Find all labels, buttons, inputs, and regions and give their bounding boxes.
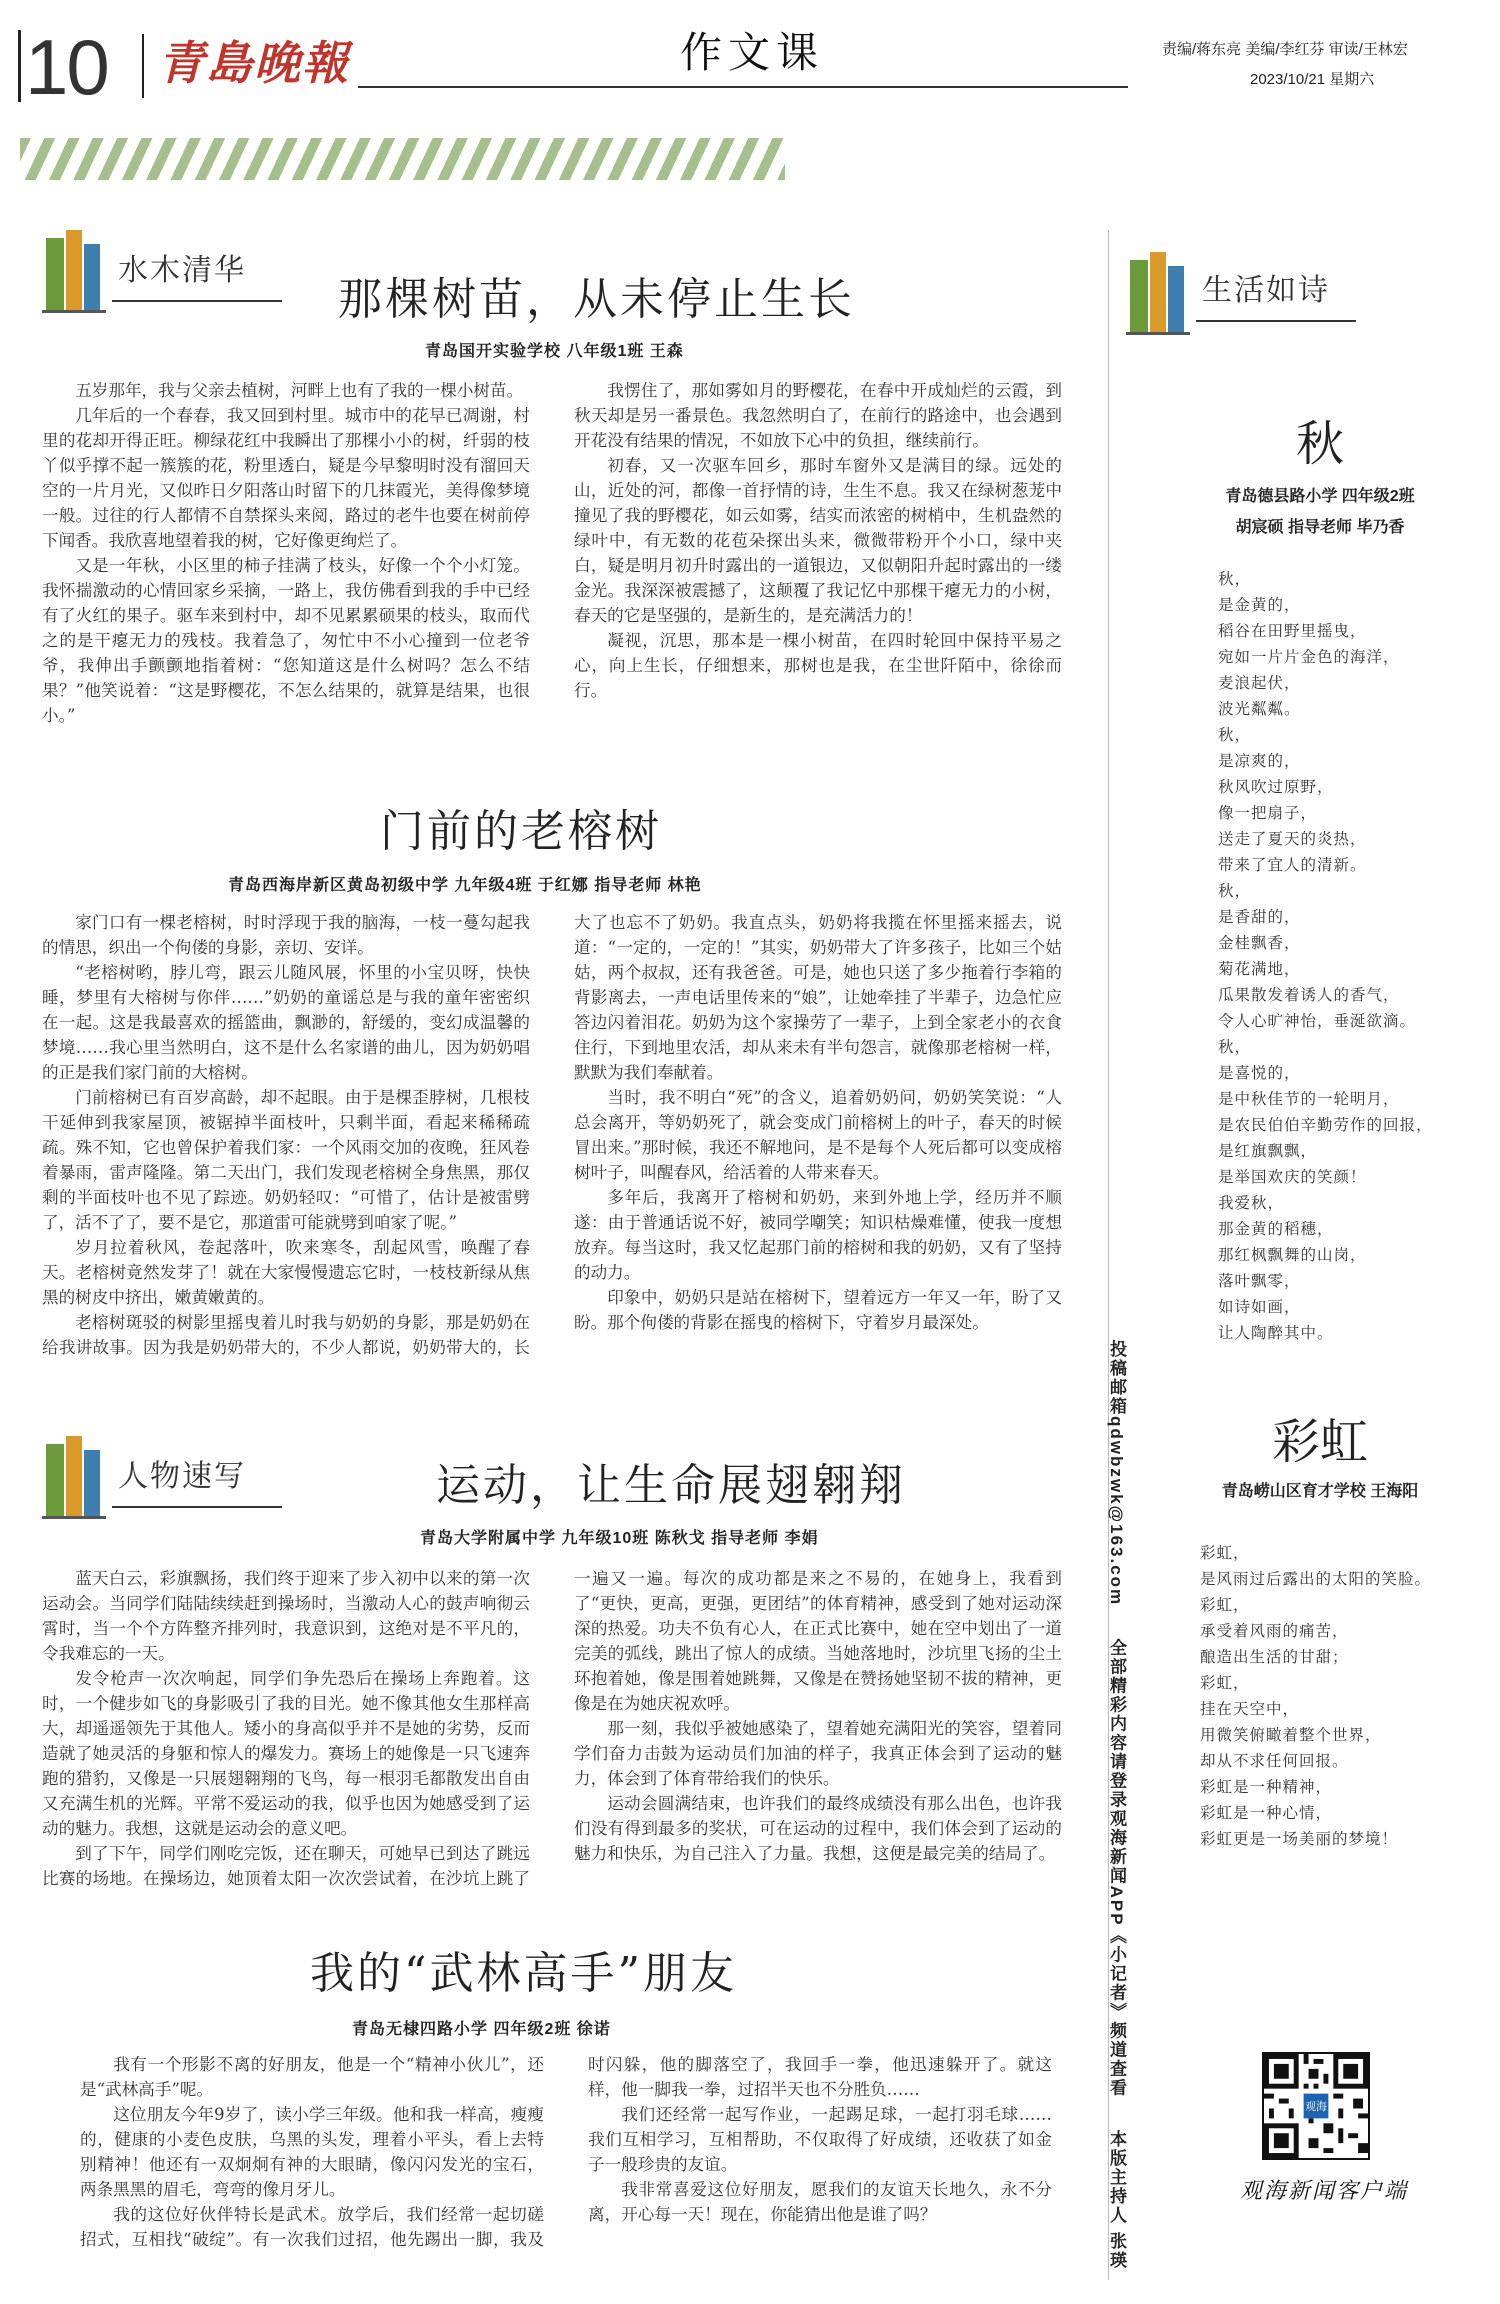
header-rule (358, 86, 1128, 88)
poem-line: 挂在天空中， (1200, 1700, 1300, 1718)
article-body (42, 910, 1062, 1420)
article-body (42, 1566, 1062, 1926)
decorative-stripe (20, 138, 785, 180)
poem-line: 彩虹更是一场美丽的梦境！ (1200, 1830, 1399, 1848)
column-tag-shuimu: 水木清华 (118, 253, 246, 288)
article-title: 我的“武林高手”朋友 (310, 1948, 737, 1999)
poem-line: 波光粼粼。 (1218, 700, 1301, 718)
poem-line: 那红枫飘舞的山岗， (1218, 1246, 1367, 1264)
paragraph: 门前榕树已有百岁高龄，却不起眼。由于是棵歪脖树，几根枝干延伸到我家屋顶，被锯掉半面枝叶，只剩半面，看起来稀稀疏疏。殊不知，它也曾保护着我们家：一个风雨交加的夜晚，狂风卷着暴雨，雷声隆隆。第二天出门，我们发现老榕树全身焦黑，那仅剩的半面枝叶也不见了踪迹。奶奶轻叹：“可惜了，估计是被雷劈了，活不了了，要不是它，那道雷可能就劈到咱家了呢。” (42, 1088, 530, 1232)
poem-author: 胡宸硕 指导老师 毕乃香 (1235, 519, 1405, 536)
poem-school: 青岛德县路小学 四年级2班 (1225, 488, 1415, 505)
paragraph: 几年后的一个春春，我又回到村里。城市中的花早已凋谢，村里的花却开得正旺。柳绿花红中我瞬出了那棵小小的树，纤弱的枝丫似乎撑不起一簇簇的花，粉里透白，疑是今早黎明时没有溜回天空的一片月光，又似昨日夕阳落山时留下的几抹霞光，美得像梦境一般。过往的行人都情不自禁探头来阅，路过的老牛也要在树前停下闻香。我欣喜地望着我的树，它好像更绚烂了。 (42, 406, 530, 550)
qr-code-icon[interactable] (1262, 2052, 1370, 2160)
paragraph: 我的这位好伙伴特长是武术。放学后，我们经常一起切磋招式，互相找“破绽”。有一次我们过招，他先踢出一脚，我及时闪躲，他的脚落空了，我回手一拳，他迅速躲开了。就这样，他一脚我一拳，过招半天也不分胜负…… (80, 2055, 1052, 2249)
poem-line: 彩虹， (1200, 1674, 1250, 1692)
paragraph: 蓝天白云，彩旗飘扬，我们终于迎来了步入初中以来的第一次运动会。当同学们陆陆续续赶到操场时，当激动人心的鼓声响彻云霄时，当一个个方阵整齐排列时，我意识到，这绝对是不平凡的，令我难忘的一天。 (42, 1569, 530, 1663)
article-title: 门前的老榕树 (380, 806, 662, 857)
poem-line: 我爱秋， (1218, 1194, 1285, 1212)
column-tag-renwu: 人物速写 (118, 1459, 246, 1494)
poem-line: 是农民伯伯辛勤劳作的回报， (1218, 1116, 1433, 1134)
paragraph: 岁月拉着秋风，卷起落叶，吹来寒冬，刮起风雪，唤醒了春天。老榕树竟然发芽了！就在大家慢慢遗忘它时，一枝枝新绿从焦黑的树皮中挤出，嫩黄嫩黄的。 (42, 1238, 530, 1307)
poem-line: 却从不求任何回报。 (1200, 1752, 1349, 1770)
paragraph: 五岁那年，我与父亲去植树，河畔上也有了我的一棵小树苗。 (75, 381, 524, 400)
poem-line: 彩虹是一种心情， (1200, 1804, 1333, 1822)
paragraph: 到了下午，同学们刚吃完饭，还在聊天，可她早已到达了跳远比赛的场地。在操场边，她顶着太阳一次次尝试着，在沙坑上跳了一遍又一遍。每次的成功都是来之不易的，在她身上，我看到了“更快，更高，更强，更团结”的体育精神，感受到了她对运动深深的热爱。功夫不负有心人，在正式比赛中，她在空中划出了一道完美的弧线，跳出了惊人的成绩。当她落地时，沙坑里飞扬的尘土环抱着她，像是围着她跳舞，又像是在赞扬她坚韧不拔的精神，更像是在为她庆祝欢呼。 (42, 1569, 1062, 1888)
paragraph: 当时，我不明白“死”的含义，追着奶奶问，奶奶笑笑说：“人总会离开，等奶奶死了，就会变成门前榕树上的叶子，春天的时候冒出来。”那时候，我还不解地问，是不是每个人死后都可以变成榕树叶子，叫醒春风，给活着的人带来春天。 (574, 1088, 1062, 1182)
poem-line: 稻谷在田野里摇曳， (1218, 622, 1367, 640)
poem-line: 是风雨过后露出的太阳的笑脸。 (1200, 1570, 1432, 1588)
poem-line: 彩虹是一种精神， (1200, 1778, 1333, 1796)
books-icon (40, 1432, 112, 1520)
column-tag-rule (1196, 320, 1356, 322)
poem-line: 是红旗飘飘， (1218, 1142, 1318, 1160)
poem-line: 酿造出生活的甘甜； (1200, 1648, 1349, 1666)
qr-caption: 观海新闻客户端 (1240, 2179, 1409, 2204)
header-divider (142, 34, 144, 98)
paragraph: 老榕树斑驳的树影里摇曳着儿时我与奶奶的身影，那是奶奶在给我讲故事。因为我是奶奶带大的，不少人都说，奶奶带大的，长大了也忘不了奶奶。我直点头，奶奶将我揽在怀里摇来摇去，说道：“一定的，一定的！”其实，奶奶带大了许多孩子，比如三个姑姑，两个叔叔，还有我爸爸。可是，她也只送了多少拖着行李箱的背影离去，一声电话里传来的“娘”，让她牵挂了半辈子，边急忙应答边闪着泪花。奶奶为这个家操劳了一辈子，上到全家老小的衣食住行，下到地里农活，却从来未有半句怨言，就像那老榕树一样，默默为我们奉献着。 (42, 913, 1062, 1357)
page-number: 10 (25, 23, 108, 111)
paragraph: 运动会圆满结束，也许我们的最终成绩没有那么出色，也许我们没有得到最多的奖状，可在运动的过程中，我们体会到了运动的魅力和快乐，为自己注入了力量。我想，这便是最完美的结局了。 (574, 1794, 1062, 1863)
article-body (80, 2052, 1052, 2288)
books-icon (1124, 248, 1196, 336)
poem-title: 彩虹 (1271, 1414, 1368, 1470)
poem-line: 秋， (1218, 726, 1252, 744)
poem-line: 承受着风雨的痛苦， (1200, 1622, 1349, 1640)
poem-body (1200, 1540, 1480, 1852)
paragraph: 又是一年秋，小区里的柿子挂满了枝头，好像一个个小灯笼。我怀揣激动的心情回家乡采摘，一路上，我仿佛看到我的手中已经有了火红的果子。驱车来到村中，却不见累累硕果的枝头，取而代之的是干瘪无力的残枝。我着急了，匆忙中不小心撞到一位老爷爷，我伸出手颤颤地指着树：“您知道这是什么树吗？怎么不结果？”他笑说着：“这是野樱花，不怎么结果的，就算是结果，也很小。” (42, 556, 530, 725)
article-body (42, 378, 1062, 790)
poem-line: 是喜悦的， (1218, 1064, 1301, 1082)
paragraph: 初春，又一次驱车回乡，那时车窗外又是满目的绿。远处的山，近处的河，都像一首抒情的诗，生生不息。我又在绿树葱茏中撞见了我的野樱花，如云如雾，结实而浓密的树梢中，生机盎然的绿叶中，有无数的花苞朵探出头来，微微带粉开个小口，绿中夹白，疑是明月初升时露出的一道银边，又似朝阳升起时露出的一缕金光。我深深被震撼了，这颠覆了我记忆中那棵干瘪无力的小树，春天的它是坚强的，是新生的，是充满活力的！ (574, 456, 1062, 625)
section-title: 作文课 (680, 28, 825, 77)
poem-line: 是金黄的， (1218, 596, 1301, 614)
poem-line: 让人陶醉其中。 (1218, 1324, 1334, 1342)
books-icon (40, 226, 112, 314)
header-left-rule (18, 30, 21, 102)
poem-line: 瓜果散发着诱人的香气， (1218, 986, 1400, 1004)
article-byline: 青岛大学附属中学 九年级10班 陈秋戈 指导老师 李娟 (420, 1530, 819, 1547)
article-byline: 青岛无棣四路小学 四年级2班 徐诺 (352, 2021, 611, 2038)
issue-date: 2023/10/21 星期六 (1250, 71, 1375, 88)
poem-line: 秋， (1218, 882, 1252, 900)
paragraph: 那一刻，我似乎被她感染了，望着她充满阳光的笑容，望着同学们奋力击鼓为运动员们加油的样子，我真正体会到了运动的魅力，体会到了体育带给我们的快乐。 (574, 1719, 1062, 1788)
poem-line: 金桂飘香， (1218, 934, 1301, 952)
poem-line: 送走了夏天的炎热， (1218, 830, 1367, 848)
paragraph: 我愣住了，那如雾如月的野樱花，在春中开成灿烂的云霞，到秋天却是另一番景色。我忽然明白了，在前行的路途中，也会遇到开花没有结果的情况，不如放下心中的负担，继续前行。 (574, 381, 1062, 450)
poem-line: 彩虹， (1200, 1544, 1250, 1562)
column-tag-shenghuo: 生活如诗 (1202, 273, 1330, 308)
poem-line: 是中秋佳节的一轮明月， (1218, 1090, 1400, 1108)
poem-line: 如诗如画， (1218, 1298, 1301, 1316)
poem-school: 青岛崂山区育才学校 王海阳 (1221, 1483, 1419, 1500)
poem-line: 落叶飘零， (1218, 1272, 1301, 1290)
poem-line: 彩虹， (1200, 1596, 1250, 1614)
column-tag-rule (112, 1506, 282, 1508)
app-note: 全部精彩内容请登录观海新闻APP《小记者》频道查看 (1107, 1638, 1126, 2098)
article-title: 那棵树苗，从未停止生长 (338, 274, 855, 325)
newspaper-brand: 青島晚報 (158, 36, 350, 90)
poem-line: 麦浪起伏， (1218, 674, 1301, 692)
paragraph: 发令枪声一次次响起，同学们争先恐后在操场上奔跑着。这时，一个健步如飞的身影吸引了我的目光。她不像其他女生那样高大，却遥遥领先于其他人。矮小的身高似乎并不是她的劣势，反而造就了她灵活的身躯和惊人的爆发力。赛场上的她像是一只飞速奔跑的猎豹，又像是一只展翅翱翔的飞鸟，每一根羽毛都散发出自由又充满生机的光辉。平常不爱运动的我，似乎也因为她感受到了运动的魅力。我想，这就是运动会的意义吧。 (42, 1669, 530, 1838)
article-title: 运动，让生命展翅翱翔 (436, 1460, 906, 1511)
poem-line: 令人心旷神怡，垂涎欲滴。 (1218, 1012, 1417, 1030)
paragraph: 印象中，奶奶只是站在榕树下，望着远方一年又一年，盼了又盼。那个佝偻的背影在摇曳的榕树下，守着岁月最深处。 (574, 1288, 1062, 1332)
sidebar-notes (1104, 1340, 1129, 2290)
article-byline: 青岛西海岸新区黄岛初级中学 九年级4班 于红娜 指导老师 林艳 (228, 877, 702, 894)
poem-line: 用微笑俯瞰着整个世界， (1200, 1726, 1382, 1744)
article-byline: 青岛国开实验学校 八年级1班 王森 (425, 343, 684, 360)
editors-credit: 责编/蒋东亮 美编/李红芬 审读/王林宏 (1162, 41, 1408, 58)
poem-line: 秋， (1218, 570, 1252, 588)
paragraph: “老榕树哟，脖儿弯，跟云儿随风展，怀里的小宝贝呀，快快睡，梦里有大榕树与你伴……”奶奶的童谣总是与我的童年密密织在一起。这是我最喜欢的摇篮曲，飘渺的，舒缓的，变幻成温馨的梦境……我心里当然明白，这不是什么名家谱的曲儿，因为奶奶唱的正是我们家门前的大榕树。 (42, 963, 530, 1082)
poem-line: 是凉爽的， (1218, 752, 1301, 770)
paragraph: 这位朋友今年9岁了，读小学三年级。他和我一样高，瘦瘦的，健康的小麦色皮肤，乌黑的头发，理着小平头，看上去特别精神！他还有一双炯炯有神的大眼睛，像闪闪发光的宝石，两条黑黑的眉毛，弯弯的像月牙儿。 (80, 2105, 544, 2199)
host-credit: 本版主持人 张瑛 (1107, 2130, 1126, 2270)
paragraph: 我有一个形影不离的好朋友，他是一个“精神小伙儿”，还是“武林高手”呢。 (80, 2055, 544, 2099)
poem-title: 秋 (1295, 416, 1344, 472)
poem-line: 秋风吹过原野， (1218, 778, 1334, 796)
paragraph: 我非常喜爱这位好朋友，愿我们的友谊天长地久，永不分离，开心每一天！现在，你能猜出他是谁了吗？ (588, 2180, 1052, 2224)
poem-line: 是香甜的， (1218, 908, 1301, 926)
poem-line: 宛如一片片金色的海洋， (1218, 648, 1400, 666)
contribution-email: 投稿邮箱qdwbzwk@163.com (1107, 1340, 1126, 1607)
paragraph: 多年后，我离开了榕树和奶奶，来到外地上学，经历并不顺遂：由于普通话说不好，被同学嘲笑；知识枯燥难懂，使我一度想放弃。每当这时，我又忆起那门前的榕树和我的奶奶，又有了坚持的动力。 (574, 1188, 1062, 1282)
paragraph: 我们还经常一起写作业，一起踢足球，一起打羽毛球……我们互相学习，互相帮助，不仅取得了好成绩，还收获了如金子一般珍贵的友谊。 (588, 2105, 1052, 2174)
poem-line: 菊花满地， (1218, 960, 1301, 978)
poem-line: 是举国欢庆的笑颜！ (1218, 1168, 1367, 1186)
poem-line: 带来了宜人的清新。 (1218, 856, 1367, 874)
poem-body (1218, 566, 1488, 1346)
paragraph: 凝视，沉思，那本是一棵小树苗，在四时轮回中保持平易之心，向上生长，仔细想来，那树也是我，在尘世阡陌中，徐徐而行。 (574, 631, 1062, 700)
poem-line: 像一把扇子， (1218, 804, 1318, 822)
poem-line: 那金黄的稻穗， (1218, 1220, 1334, 1238)
qr-logo-label: 观海 (1305, 2099, 1327, 2113)
paragraph: 家门口有一棵老榕树，时时浮现于我的脑海，一枝一蔓勾起我的情思，织出一个佝偻的身影，亲切、安详。 (42, 913, 530, 957)
poem-line: 秋， (1218, 1038, 1252, 1056)
column-tag-rule (112, 300, 282, 302)
